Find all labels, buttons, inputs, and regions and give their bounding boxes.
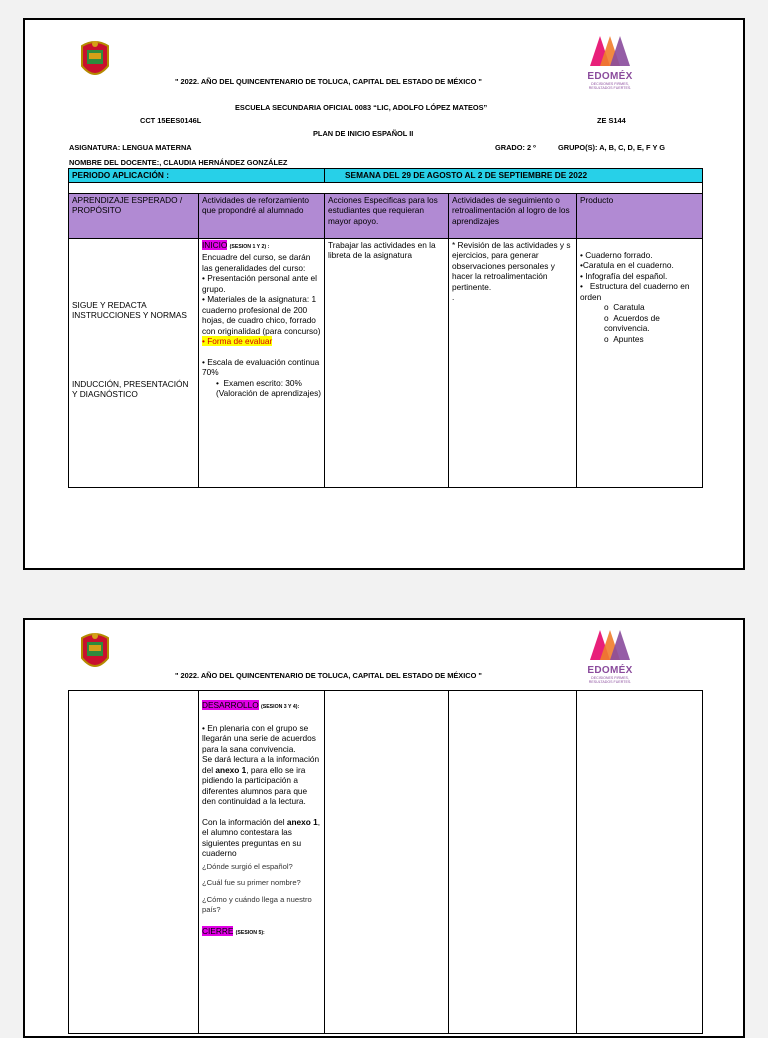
product-subitem: o Caratula bbox=[604, 302, 645, 312]
product-item: • Estructura del cuaderno en orden bbox=[580, 281, 690, 302]
acciones-text: Trabajar las actividades en la libreta de la asignatura bbox=[328, 239, 436, 260]
inicio-bullet-1: • Presentación personal ante el grupo. bbox=[202, 273, 317, 294]
evaluation-exam: • Examen escrito: 30% (Valoración de aprendizajes) bbox=[216, 377, 321, 398]
cierre-sessions: (SESION 5): bbox=[235, 929, 265, 936]
edomex-word: EDOMÉX bbox=[587, 71, 633, 82]
document-page-1 bbox=[23, 18, 745, 570]
inicio-bullet-2: • Materiales de la asignatura: 1 cuaderno profesional de 200 hojas, de cuadro chico, forrado con originalidad (para concurso) bbox=[202, 294, 321, 336]
year-line: " 2022. AÑO DEL QUINCENTENARIO DE TOLUCA, CAPITAL DEL ESTADO DE MÉXICO " bbox=[175, 77, 482, 86]
cell-producto bbox=[577, 691, 703, 1034]
groups: GRUPO(S): A, B, C, D, E, F Y G bbox=[558, 143, 666, 152]
cell-actividades bbox=[199, 238, 325, 487]
cell-seguimiento bbox=[449, 238, 577, 487]
desarrollo-tag: DESARROLLO bbox=[202, 700, 259, 710]
school-name: ESCUELA SECUNDARIA OFICIAL 0083 “LIC, ADOLFO LÓPEZ MATEOS” bbox=[235, 103, 488, 112]
cell-aprendizaje bbox=[69, 691, 199, 1034]
desarrollo-p1: • En plenaria con el grupo se llegarán una serie de acuerdos para la sana convivencia. bbox=[202, 722, 316, 754]
seguimiento-text: * Revisión de las actividades y s ejercicios, para generar observaciones personales y hacer la retroalimentación pertinente. bbox=[452, 239, 571, 292]
edomex-slogan-1: DECISIONES FIRMES, bbox=[591, 676, 629, 680]
period-row bbox=[69, 169, 703, 183]
cell-producto bbox=[577, 238, 703, 487]
spacer-row bbox=[69, 182, 703, 193]
desarrollo-p2: Se dará lectura a la información del anexo 1, para ello se ira pidiendo la participación a diferentes alumnos para que den continuidad a la lectura. bbox=[202, 754, 320, 806]
question-1: ¿Dónde surgió el español? bbox=[202, 861, 293, 871]
header-actividades: Actividades de reforzamiento que propondré al alumnado bbox=[199, 193, 325, 238]
seguimiento-dot: . bbox=[452, 292, 455, 302]
edomex-slogan-1: DECISIONES FIRMES, bbox=[591, 82, 629, 86]
cell-acciones bbox=[325, 691, 449, 1034]
year-line: " 2022. AÑO DEL QUINCENTENARIO DE TOLUCA, CAPITAL DEL ESTADO DE MÉXICO " bbox=[175, 671, 482, 680]
evaluation-scale: • Escala de evaluación continua 70% bbox=[202, 356, 320, 377]
edomex-word: EDOMÉX bbox=[587, 665, 633, 676]
plan-table-continued bbox=[68, 690, 703, 1034]
plan-table bbox=[68, 168, 703, 488]
header-acciones: Acciones Especificas para los estudiantes que requieran mayor apoyo. bbox=[325, 193, 449, 238]
header-row bbox=[69, 193, 703, 238]
question-3: ¿Cómo y cuándo llega a nuestro país? bbox=[202, 894, 312, 914]
document-page-2 bbox=[23, 618, 745, 1038]
plan-title: PLAN DE INICIO ESPAÑOL II bbox=[313, 129, 414, 138]
question-2: ¿Cuál fue su primer nombre? bbox=[202, 878, 301, 887]
subject: ASIGNATURA: LENGUA MATERNA bbox=[69, 143, 192, 152]
teacher-name: NOMBRE DEL DOCENTE:, CLAUDIA HERNÁNDEZ GONZÁLEZ bbox=[69, 158, 288, 167]
cierre-tag: CIERRE bbox=[202, 925, 234, 936]
inicio-tag: INICIO bbox=[202, 239, 228, 250]
edomex-slogan-2: RESULTADOS FUERTES. bbox=[588, 680, 632, 684]
period-value: SEMANA DEL 29 DE AGOSTO AL 2 DE SEPTIEMBRE DE 2022 bbox=[325, 169, 703, 183]
product-item: • Infografía del español. bbox=[580, 270, 668, 281]
evaluation-highlight: • Forma de evaluar bbox=[202, 336, 273, 346]
cell-actividades bbox=[199, 691, 325, 1034]
product-item: •Caratula en el cuaderno. bbox=[580, 260, 674, 270]
edomex-logo bbox=[580, 32, 640, 90]
cell-acciones bbox=[325, 238, 449, 487]
edomex-mark-icon bbox=[588, 32, 632, 66]
header-seguimiento: Actividades de seguimiento o retroalimentación al logro de los aprendizajes bbox=[449, 193, 577, 238]
aprendizaje-b: INDUCCIÓN, PRESENTACIÓN Y DIAGNÓSTICO bbox=[72, 378, 189, 399]
aprendizaje-a: SIGUE Y REDACTA INSTRUCCIONES Y NORMAS bbox=[72, 299, 187, 320]
product-subitem: o Acuerdos de convivencia. bbox=[604, 312, 660, 333]
cell-aprendizaje bbox=[69, 238, 199, 487]
zone-code: ZE S144 bbox=[597, 116, 626, 125]
product-item: • Cuaderno forrado. bbox=[580, 249, 653, 260]
product-subitem: o Apuntes bbox=[604, 333, 644, 344]
desarrollo-p3: Con la información del anexo 1, el alumno contestara las siguientes preguntas en su cuaderno bbox=[202, 816, 321, 858]
state-seal-icon bbox=[78, 630, 112, 674]
inicio-sessions: (SESION 1 Y 2) : bbox=[229, 243, 270, 250]
period-label: PERIODO APLICACIÓN : bbox=[69, 169, 325, 183]
edomex-mark-icon bbox=[588, 626, 632, 660]
header-aprendizaje: APRENDIZAJE ESPERADO / PROPÓSITO bbox=[69, 193, 199, 238]
product-list bbox=[580, 250, 699, 345]
edomex-slogan-2: RESULTADOS FUERTES. bbox=[588, 86, 632, 90]
header-producto: Producto bbox=[577, 193, 703, 238]
grade: GRADO: 2 º bbox=[495, 143, 536, 152]
desarrollo-sessions: (SESION 3 Y 4): bbox=[261, 704, 300, 710]
state-seal-icon bbox=[78, 38, 112, 82]
edomex-logo bbox=[580, 626, 640, 684]
cct-code: CCT 15EES0146L bbox=[140, 116, 202, 125]
content-row bbox=[69, 691, 703, 1034]
inicio-intro: Encuadre del curso, se darán las generalidades del curso: bbox=[202, 252, 311, 273]
content-row bbox=[69, 238, 703, 487]
cell-seguimiento bbox=[449, 691, 577, 1034]
